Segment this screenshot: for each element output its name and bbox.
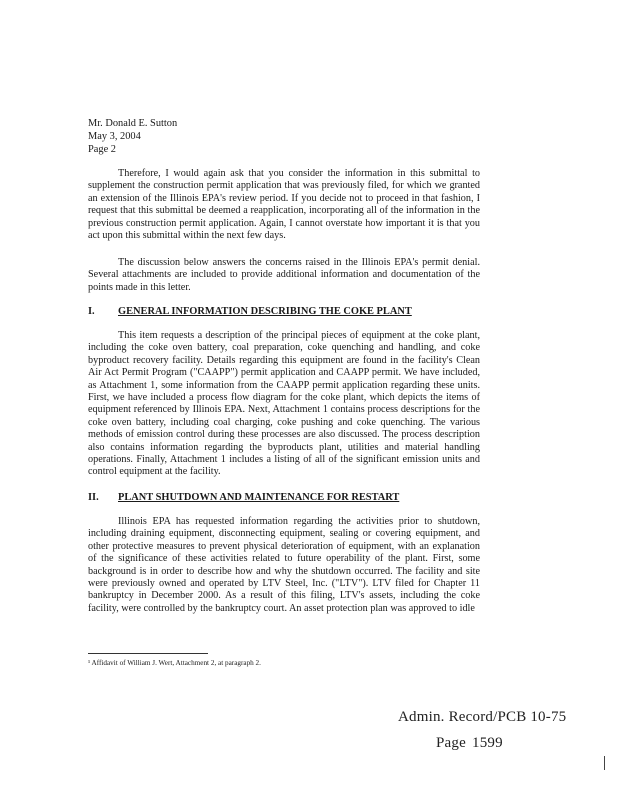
paragraph-discussion: The discussion below answers the concerns raised in the Illinois EPA's permit denial. Several attachments are included to provide additional information and documentation of the points made in this letter. bbox=[88, 257, 480, 293]
letter-date: May 3, 2004 bbox=[88, 131, 141, 142]
page-number-header: Page 2 bbox=[88, 144, 116, 155]
page-stamp-number: 1599 bbox=[472, 735, 503, 751]
footnote: ¹ Affidavit of William J. Wert, Attachment 2, at paragraph 2. bbox=[88, 659, 261, 667]
recipient-name: Mr. Donald E. Sutton bbox=[88, 118, 178, 129]
paragraph-equipment: This item requests a description of the principal pieces of equipment at the coke plant, including the coke oven battery, coal preparation, coke quenching and handling, and coke byproduct recovery facility. Details regarding this equipment are found in the facility's Clean Air Act Permit Program ("CAAPP") permit application and CAAPP permit. We have included, as Attachment 1, some information from the CAAPP permit application regarding these units. First, we have included a process flow diagram for the coke plant, which depicts the items of equipment referenced by Illinois EPA. Next, Attachment 1 contains process descriptions for the coke oven battery, including coal charging, coke pushing and coke quenching. The various methods of emission control during these processes are also discussed. The process description also contains information regarding the byproducts plant, utilities and material handling operations. Finally, Attachment 1 includes a listing of all of the significant emission units and control equipment at the facility. bbox=[88, 330, 480, 478]
section-heading-general-information: I. GENERAL INFORMATION DESCRIBING THE COKE PLANT bbox=[88, 306, 412, 317]
admin-record-stamp: Admin. Record/PCB 10-75 bbox=[398, 709, 567, 725]
section-heading-plant-shutdown: II. PLANT SHUTDOWN AND MAINTENANCE FOR RESTART bbox=[88, 492, 400, 503]
paragraph-shutdown: Illinois EPA has requested information regarding the activities prior to shutdown, including draining equipment, disconnecting equipment, sealing or covering equipment, and other protective measures to prevent physical deterioration of equipment, with an explanation of the significance of these activities related to future operability of the plant. First, some background is in order to describe how and why the shutdown occurred. The facility and site were previously owned and operated by LTV Steel, Inc. ("LTV"). LTV filed for Chapter 11 bankruptcy in December 2000. As a result of this filing, LTV's assets, including the coke facility, were controlled by the bankruptcy court. An asset protection plan was approved to idle bbox=[88, 516, 480, 614]
letter-header bbox=[88, 117, 177, 156]
page-stamp-label: Page bbox=[436, 735, 466, 751]
scan-edge-mark bbox=[604, 756, 605, 770]
footnote-divider bbox=[88, 653, 208, 654]
paragraph-request: Therefore, I would again ask that you consider the information in this submittal to supplement the construction permit application that was previously filed, for which we granted an extension of the Illinois EPA's review period. If you decide not to proceed in that fashion, I request that this submittal be deemed a reapplication, incorporating all of the information in the previous construction permit application. Again, I cannot overstate how important it is that you act upon this submittal within the next few days. bbox=[88, 168, 480, 242]
